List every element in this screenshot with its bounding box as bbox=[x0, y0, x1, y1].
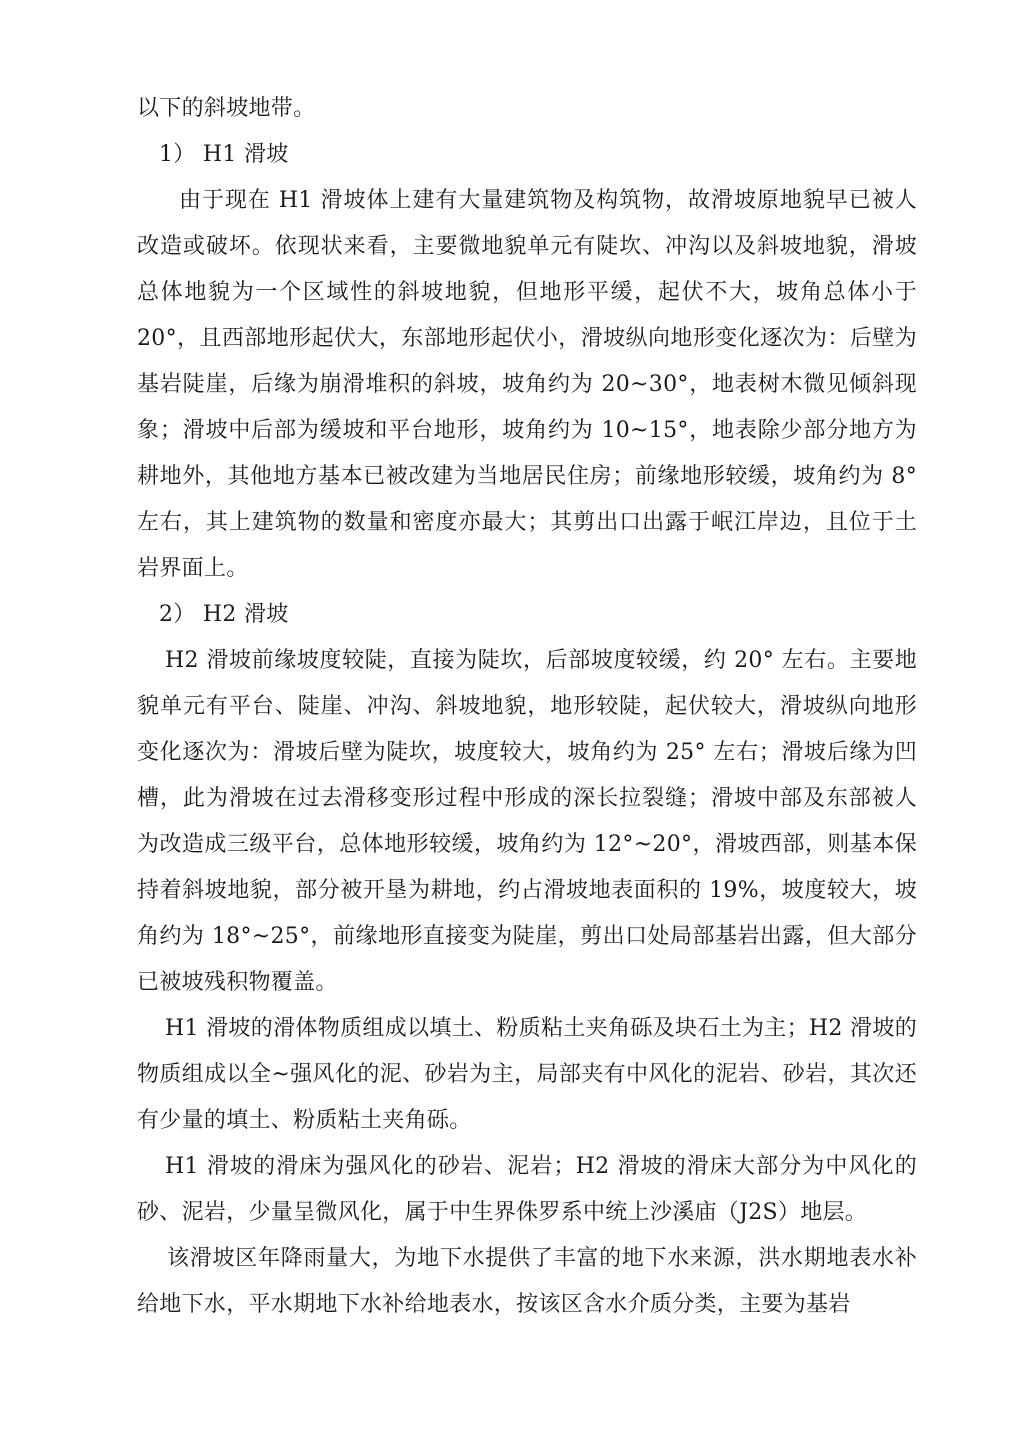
paragraph-h2-landform: H2 滑坡前缘坡度较陡，直接为陡坎，后部坡度较缓，约 20° 左右。主要地貌单元有平台、陡崖、冲沟、斜坡地貌，地形较陡，起伏较大，滑坡纵向地形变化逐次为：滑坡后壁为陡坎，坡度较大，坡角约为 25° 左右；滑坡后缘为凹槽，此为滑坡在过去滑移变形过程中形成的深长拉裂缝；滑坡中部及东部被人为改造成三级平台，总体地形较缓，坡角约为 12°~20°，滑坡西部，则基本保持着斜坡地貌，部分被开垦为耕地，约占滑坡地表面积的 19%，坡度较大，坡角约为 18°~25°，前缘地形直接变为陡崖，剪出口处局部基岩出露，但大部分已被坡残积物覆盖。 bbox=[137, 648, 917, 995]
paragraph-slide-bed: H1 滑坡的滑床为强风化的砂岩、泥岩；H2 滑坡的滑床大部分为中风化的砂、泥岩，少量呈微风化，属于中生界侏罗系中统上沙溪庙（J2S）地层。 bbox=[137, 1154, 917, 1225]
section-heading-h2-landslide: 2） H2 滑坡 bbox=[159, 602, 289, 627]
paragraph-groundwater: 该滑坡区年降雨量大，为地下水提供了丰富的地下水来源，洪水期地表水补给地下水，平水期地下水补给地表水，按该区含水介质分类，主要为基岩 bbox=[137, 1246, 917, 1317]
paragraph-continuation: 以下的斜坡地带。 bbox=[137, 96, 316, 121]
document-page bbox=[137, 86, 917, 1328]
paragraph-h1-landform: 由于现在 H1 滑坡体上建有大量建筑物及构筑物，故滑坡原地貌早已被人改造或破坏。依现状来看，主要微地貌单元有陡坎、冲沟以及斜坡地貌，滑坡总体地貌为一个区域性的斜坡地貌，但地形平缓，起伏不大，坡角总体小于 20°，且西部地形起伏大，东部地形起伏小，滑坡纵向地形变化逐次为：后壁为基岩陡崖，后缘为崩滑堆积的斜坡，坡角约为 20~30°，地表树木微见倾斜现象；滑坡中后部为缓坡和平台地形，坡角约为 10~15°，地表除少部分地方为耕地外，其他地方基本已被改建为当地居民住房；前缘地形较缓，坡角约为 8° 左右，其上建筑物的数量和密度亦最大；其剪出口出露于岷江岸边，且位于土岩界面上。 bbox=[137, 188, 917, 581]
section-heading-h1-landslide: 1） H1 滑坡 bbox=[159, 142, 289, 167]
paragraph-slide-mass-composition: H1 滑坡的滑体物质组成以填土、粉质粘土夹角砾及块石土为主；H2 滑坡的物质组成以全~强风化的泥、砂岩为主，局部夹有中风化的泥岩、砂岩，其次还有少量的填土、粉质粘土夹角砾。 bbox=[137, 1016, 917, 1133]
